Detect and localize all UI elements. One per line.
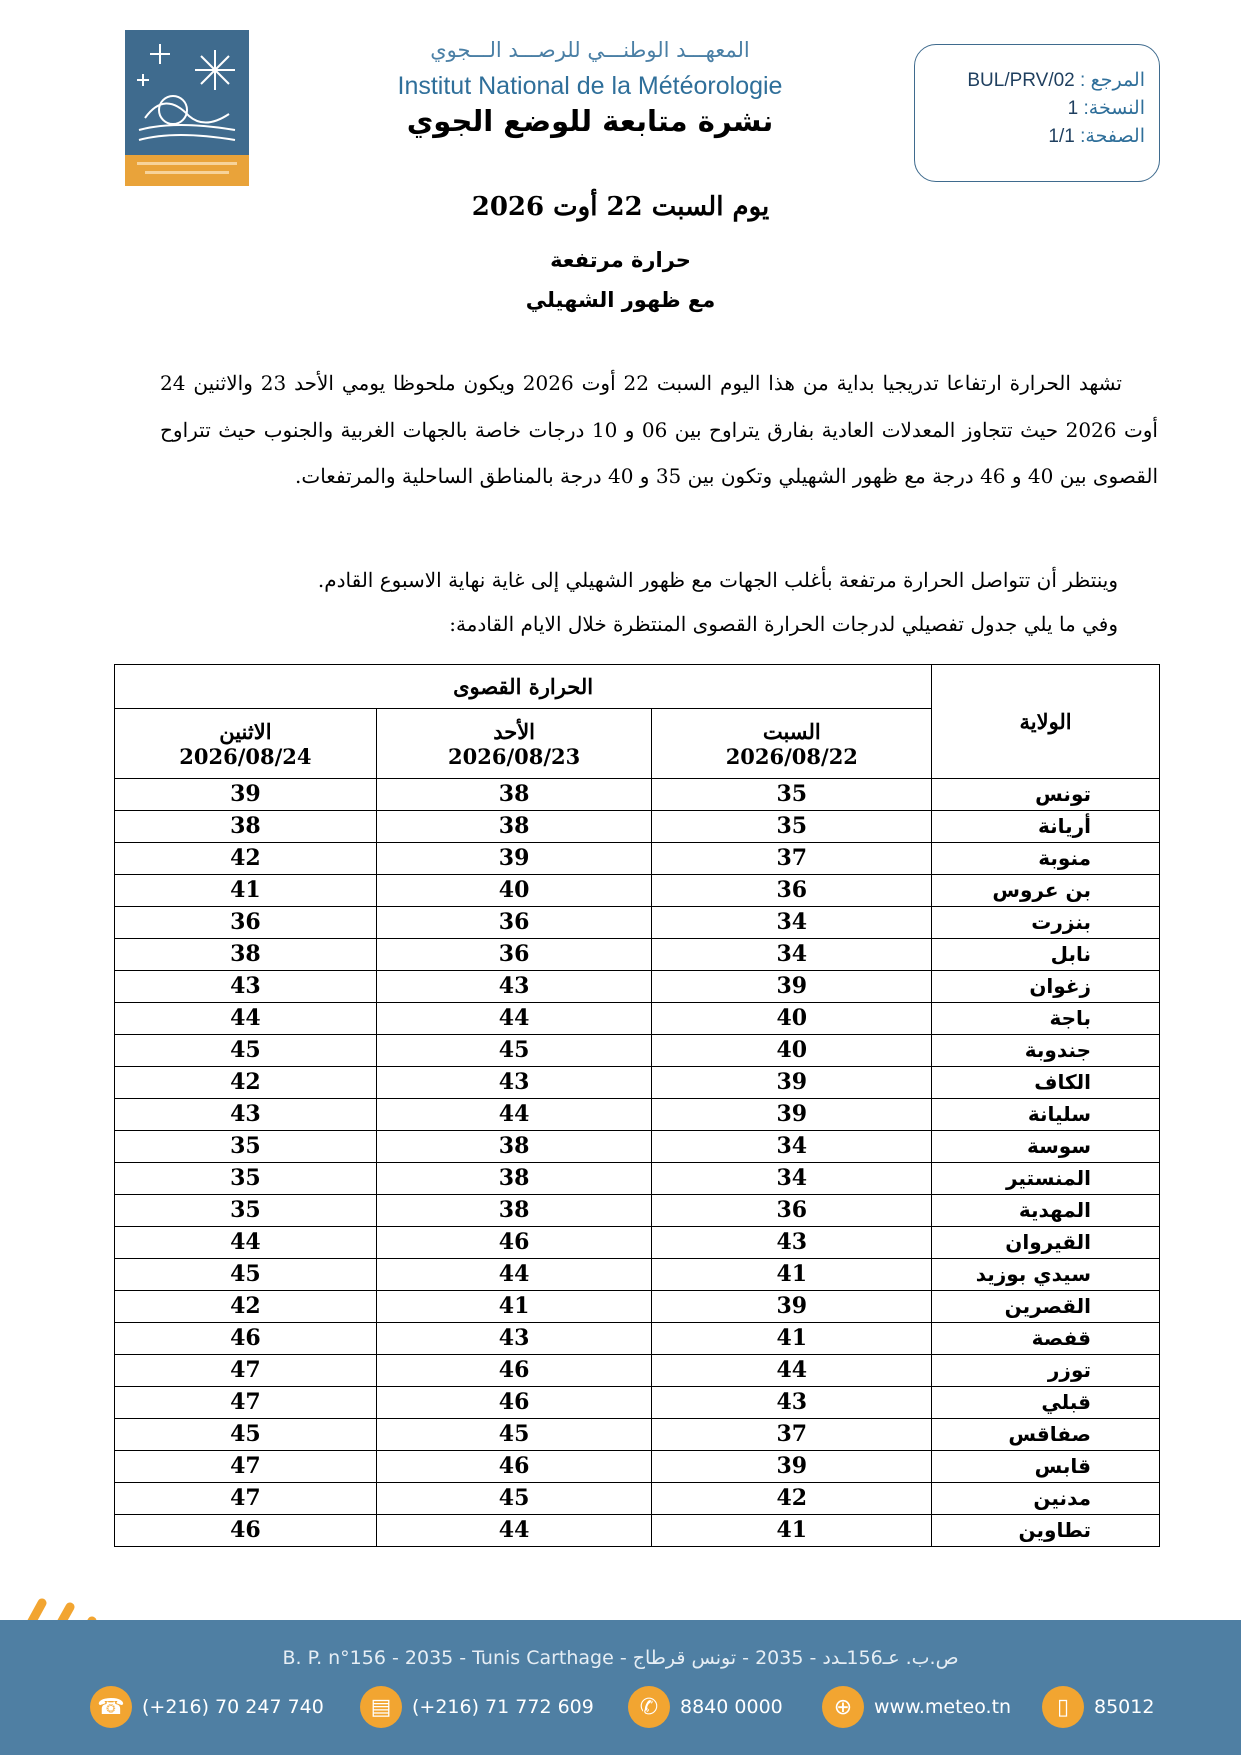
region-name: منوبة (932, 843, 1160, 875)
temperature-cell: 39 (652, 1067, 932, 1099)
page-line (915, 123, 1145, 151)
temperature-cell: 34 (652, 1163, 932, 1195)
region-name: جندوبة (932, 1035, 1160, 1067)
table-row (115, 1163, 1160, 1195)
temperature-cell: 34 (652, 1131, 932, 1163)
copy-label: النسخة: (1083, 98, 1145, 119)
day-date: 2026/08/23 (448, 743, 581, 769)
temperature-cell: 36 (115, 907, 377, 939)
temperature-cell: 44 (376, 1003, 652, 1035)
region-name: القصرين (932, 1291, 1160, 1323)
temperature-cell: 47 (115, 1387, 377, 1419)
temperature-cell: 46 (376, 1227, 652, 1259)
copy-line (915, 95, 1145, 123)
temperature-cell: 39 (652, 1099, 932, 1131)
temperature-cell: 37 (652, 843, 932, 875)
footer-green-number[interactable] (628, 1685, 783, 1729)
col-header-day-1 (652, 709, 932, 779)
temperature-cell: 41 (652, 1259, 932, 1291)
temperature-cell: 45 (376, 1035, 652, 1067)
region-name: القيروان (932, 1227, 1160, 1259)
temperature-cell: 43 (115, 971, 377, 1003)
temperature-cell: 40 (652, 1003, 932, 1035)
org-name-french: Institut National de la Météorologie (397, 72, 783, 100)
temperature-cell: 45 (376, 1483, 652, 1515)
institute-logo (125, 30, 249, 186)
fax-icon: ▤ (360, 1686, 402, 1728)
page-value: 1/1 (1048, 126, 1075, 147)
temperature-cell: 39 (115, 779, 377, 811)
temperature-cell: 35 (115, 1163, 377, 1195)
temperature-cell: 41 (652, 1323, 932, 1355)
region-name: قابس (932, 1451, 1160, 1483)
temperature-cell: 34 (652, 939, 932, 971)
region-name: أريانة (932, 811, 1160, 843)
table-row (115, 811, 1160, 843)
region-name: تونس (932, 779, 1160, 811)
temperature-cell: 41 (376, 1291, 652, 1323)
temperature-cell: 38 (115, 811, 377, 843)
region-name: قفصة (932, 1323, 1160, 1355)
region-name: المهدية (932, 1195, 1160, 1227)
temperature-cell: 38 (376, 811, 652, 843)
region-name: بنزرت (932, 907, 1160, 939)
temperature-cell: 35 (115, 1131, 377, 1163)
temperature-cell: 38 (376, 1195, 652, 1227)
temperature-cell: 38 (376, 1163, 652, 1195)
phone-icon: ☎ (90, 1686, 132, 1728)
table-row (115, 1227, 1160, 1259)
reference-box (914, 44, 1160, 182)
temperature-cell: 42 (115, 843, 377, 875)
table-row (115, 1451, 1160, 1483)
temperature-cell: 38 (376, 1131, 652, 1163)
temperature-cell: 45 (376, 1419, 652, 1451)
temperature-cell: 43 (376, 1067, 652, 1099)
temperature-cell: 45 (115, 1419, 377, 1451)
temperature-cell: 44 (652, 1355, 932, 1387)
footer-fax[interactable] (360, 1685, 594, 1729)
table-row (115, 1483, 1160, 1515)
temperature-cell: 43 (376, 1323, 652, 1355)
bulletin-date: يوم السبت 22 أوت 2026 (471, 192, 770, 222)
table-row (115, 875, 1160, 907)
temperature-cell: 38 (376, 779, 652, 811)
region-name: صفاقس (932, 1419, 1160, 1451)
temperature-cell: 43 (376, 971, 652, 1003)
temperature-cell: 38 (115, 939, 377, 971)
region-name: زغوان (932, 971, 1160, 1003)
table-body (115, 779, 1160, 1547)
temperature-cell: 44 (376, 1099, 652, 1131)
ref-line (915, 67, 1145, 95)
temperature-cell: 43 (652, 1227, 932, 1259)
temperature-cell: 47 (115, 1483, 377, 1515)
temperature-cell: 35 (652, 779, 932, 811)
page-label: الصفحة: (1080, 126, 1145, 147)
temperature-cell: 36 (376, 939, 652, 971)
region-name: المنستير (932, 1163, 1160, 1195)
temperature-cell: 47 (115, 1451, 377, 1483)
table-row (115, 971, 1160, 1003)
temperature-cell: 43 (115, 1099, 377, 1131)
temperature-cell: 37 (652, 1419, 932, 1451)
col-header-day-2 (376, 709, 652, 779)
green-number: 8840 0000 (680, 1696, 783, 1718)
temperature-cell: 46 (376, 1451, 652, 1483)
table-row (115, 1419, 1160, 1451)
temperature-cell: 43 (652, 1387, 932, 1419)
temperature-cell: 41 (652, 1515, 932, 1547)
temperature-cell: 40 (652, 1035, 932, 1067)
table-row (115, 1323, 1160, 1355)
table-row (115, 1387, 1160, 1419)
footer-address: B. P. n°156 - 2035 - Tunis Carthage - ص.ب. عـ156ـدد - 2035 - تونس قرطاج (282, 1647, 959, 1669)
table-row (115, 843, 1160, 875)
org-name-arabic: المعهـــد الوطنـــي للرصـــد الـــجوي (430, 38, 750, 62)
col-group-header: الحرارة القصوى (115, 665, 932, 709)
logo-graphic-icon (125, 30, 249, 186)
region-name: الكاف (932, 1067, 1160, 1099)
ref-label: المرجع : (1080, 70, 1145, 91)
day-name: الأحد (493, 718, 536, 744)
temperature-cell: 45 (115, 1259, 377, 1291)
region-name: تطاوين (932, 1515, 1160, 1547)
temperature-cell: 39 (652, 971, 932, 1003)
subheadline: مع ظهور الشهيلي (525, 288, 716, 312)
day-name: الاثنين (219, 718, 272, 744)
day-name: السبت (762, 718, 821, 744)
bulletin-title: نشرة متابعة للوضع الجوي (406, 104, 774, 138)
temperature-cell: 44 (115, 1003, 377, 1035)
table-row (115, 1291, 1160, 1323)
paragraph-main: تشهد الحرارة ارتفاعا تدريجيا بداية من هذا اليوم السبت 22 أوت 2026 ويكون ملحوظا يومي الأحد 23 والاثنين 24 أوت 2026 حيث تتجاوز المعدلات العادية بفارق يتراوح بين 06 و 10 درجات خاصة بالجهات الغربية والجنوب حيث تتراوح القصوى بين 40 و 46 درجة مع ظهور الشهيلي وتكون بين 35 و 40 درجة بالمناطق الساحلية والمرتفعات. (160, 371, 1158, 488)
table-row (115, 1355, 1160, 1387)
table-row (115, 1003, 1160, 1035)
temperature-cell: 34 (652, 907, 932, 939)
temperature-cell: 44 (376, 1515, 652, 1547)
temperature-cell: 45 (115, 1035, 377, 1067)
temperature-cell: 36 (376, 907, 652, 939)
paragraph-continuation: وينتظر أن تتواصل الحرارة مرتفعة بأغلب الجهات مع ظهور الشهيلي إلى غاية نهاية الاسبوع القادم. (317, 568, 1118, 592)
temperature-cell: 44 (376, 1259, 652, 1291)
region-name: سيدي بوزيد (932, 1259, 1160, 1291)
footer-phone[interactable] (90, 1685, 324, 1729)
table-row (115, 1099, 1160, 1131)
fax-number: (+216) 71 772 609 (412, 1696, 594, 1718)
temperature-cell: 39 (376, 843, 652, 875)
ref-value: BUL/PRV/02 (967, 70, 1075, 91)
footer-website[interactable] (822, 1685, 1011, 1729)
temperature-cell: 42 (115, 1291, 377, 1323)
temperature-cell: 40 (376, 875, 652, 907)
temperature-cell: 47 (115, 1355, 377, 1387)
table-row (115, 1515, 1160, 1547)
region-name: سوسة (932, 1131, 1160, 1163)
region-name: سليانة (932, 1099, 1160, 1131)
region-name: مدنين (932, 1483, 1160, 1515)
table-row (115, 1035, 1160, 1067)
table-row (115, 1259, 1160, 1291)
temperature-cell: 39 (652, 1291, 932, 1323)
col-header-day-3 (115, 709, 377, 779)
temperature-cell: 35 (115, 1195, 377, 1227)
website-link[interactable]: www.meteo.tn (874, 1696, 1012, 1718)
temperature-cell: 46 (376, 1387, 652, 1419)
day-date: 2026/08/22 (725, 743, 858, 769)
temperature-cell: 44 (115, 1227, 377, 1259)
region-name: توزر (932, 1355, 1160, 1387)
globe-icon: ⊕ (822, 1686, 864, 1728)
sms-number: 85012 (1094, 1696, 1155, 1718)
handset-icon: ✆ (628, 1686, 670, 1728)
max-temperature-table (114, 664, 1160, 1547)
day-date: 2026/08/24 (179, 743, 312, 769)
table-row (115, 779, 1160, 811)
copy-value: 1 (1067, 98, 1079, 119)
headline: حرارة مرتفعة (550, 248, 691, 272)
temperature-cell: 46 (376, 1355, 652, 1387)
temperature-cell: 35 (652, 811, 932, 843)
table-row (115, 907, 1160, 939)
region-name: باجة (932, 1003, 1160, 1035)
temperature-cell: 46 (115, 1323, 377, 1355)
paragraph-table-intro: وفي ما يلي جدول تفصيلي لدرجات الحرارة القصوى المنتظرة خلال الايام القادمة: (449, 612, 1118, 636)
temperature-cell: 39 (652, 1451, 932, 1483)
footer-sms[interactable] (1042, 1685, 1154, 1729)
temperature-cell: 36 (652, 1195, 932, 1227)
region-name: نابل (932, 939, 1160, 971)
temperature-cell: 46 (115, 1515, 377, 1547)
temperature-cell: 42 (652, 1483, 932, 1515)
temperature-cell: 41 (115, 875, 377, 907)
table-row (115, 939, 1160, 971)
region-name: بن عروس (932, 875, 1160, 907)
table-row (115, 1067, 1160, 1099)
table-row (115, 1195, 1160, 1227)
mobile-icon: ▯ (1042, 1686, 1084, 1728)
col-header-region: الولاية (932, 665, 1160, 779)
temperature-cell: 42 (115, 1067, 377, 1099)
table-row (115, 1131, 1160, 1163)
region-name: قبلي (932, 1387, 1160, 1419)
phone-number: (+216) 70 247 740 (142, 1696, 324, 1718)
temperature-cell: 36 (652, 875, 932, 907)
